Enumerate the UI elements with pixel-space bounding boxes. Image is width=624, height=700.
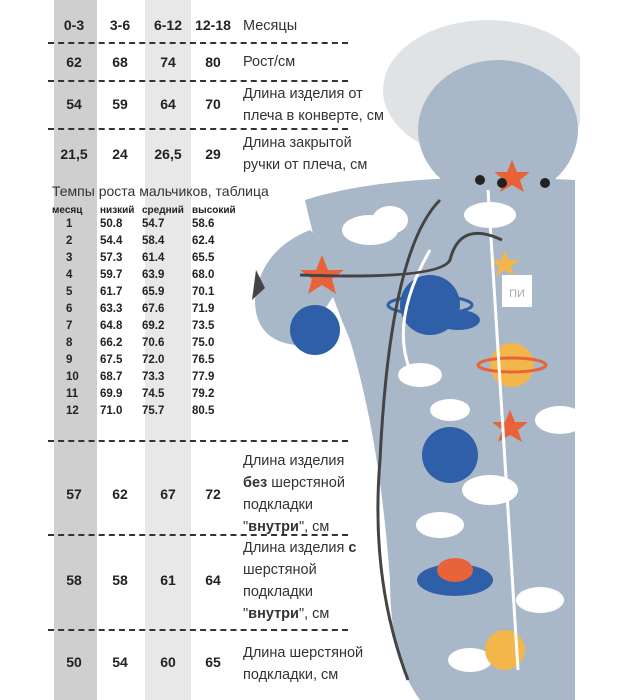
growth-header-cell: средний xyxy=(142,205,184,216)
growth-cell: 68.7 xyxy=(100,371,123,383)
growth-cell: 71.9 xyxy=(192,303,215,315)
withlining-length: Длина изделия xyxy=(243,540,349,556)
lining-c1: 58 xyxy=(66,572,82,588)
growth-cell: 7 xyxy=(66,320,73,332)
height-label: Рост/см xyxy=(243,54,296,70)
height-c1: 62 xyxy=(66,54,82,70)
growth-cell: 72.0 xyxy=(142,354,165,366)
height-c3: 74 xyxy=(160,54,176,70)
growth-cell: 70.6 xyxy=(142,337,165,349)
growth-table-title: Темпы роста мальчиков, таблица xyxy=(52,183,269,199)
nolining-c3: 67 xyxy=(160,486,176,502)
length-c4: 70 xyxy=(205,96,221,112)
planet-blue-2 xyxy=(290,305,340,355)
growth-cell: 77.9 xyxy=(192,371,215,383)
wool-label-line2: подкладки, см xyxy=(243,667,339,683)
withlining-label-line3: подкладки xyxy=(243,584,313,600)
months-c4: 12-18 xyxy=(195,17,231,33)
growth-cell: 58.6 xyxy=(192,218,215,230)
growth-cell: 62.4 xyxy=(192,235,215,247)
growth-cell: 61.4 xyxy=(142,252,165,264)
length-c3: 64 xyxy=(160,96,176,112)
length-c2: 59 xyxy=(112,96,128,112)
height-c2: 68 xyxy=(112,54,128,70)
wool-label-line1: Длина шерстяной xyxy=(243,645,364,661)
sleeve-c3: 26,5 xyxy=(154,146,182,162)
growth-cell: 69.2 xyxy=(142,320,165,332)
brand-tag-text: ПИ xyxy=(509,288,525,300)
growth-cell: 54.7 xyxy=(142,218,165,230)
snap-button-3 xyxy=(540,178,550,188)
growth-cell: 63.9 xyxy=(142,269,165,281)
lining-c3: 61 xyxy=(160,572,176,588)
withlining-quote-open: " xyxy=(243,606,249,622)
growth-cell: 69.9 xyxy=(100,388,123,400)
growth-cell: 57.3 xyxy=(100,252,123,264)
sleeve-label-line2: ручки от плеча, см xyxy=(243,157,368,173)
length-c1: 54 xyxy=(66,96,82,112)
growth-cell: 67.5 xyxy=(100,354,123,366)
nolining-bold-without: без xyxy=(243,475,268,491)
growth-cell: 73.3 xyxy=(142,371,165,383)
nolining-c2: 62 xyxy=(112,486,128,502)
wool-c2: 54 xyxy=(112,654,128,670)
growth-cell: 6 xyxy=(66,303,73,315)
growth-cell: 8 xyxy=(66,337,73,349)
lining-c4: 64 xyxy=(205,572,221,588)
growth-cell: 4 xyxy=(66,269,73,281)
nolining-label-line1: Длина изделия xyxy=(243,453,345,469)
sleeve-c4: 29 xyxy=(205,146,221,162)
months-c3: 6-12 xyxy=(153,17,183,33)
nolining-quote-close: ", см xyxy=(298,519,330,535)
growth-cell: 11 xyxy=(66,388,79,400)
growth-cell: 58.4 xyxy=(142,235,165,247)
nolining-label-line3: подкладки xyxy=(243,497,313,513)
growth-cell: 5 xyxy=(66,286,73,298)
wool-c1: 50 xyxy=(66,654,82,670)
growth-cell: 75.0 xyxy=(192,337,215,349)
growth-cell: 1 xyxy=(66,218,73,230)
growth-cell: 75.7 xyxy=(142,405,165,417)
growth-cell: 12 xyxy=(66,405,79,417)
nolining-quote-open: " xyxy=(243,519,249,535)
growth-header-cell: низкий xyxy=(100,205,135,216)
sleeve-label-line1: Длина закрытой xyxy=(243,135,352,151)
planet-blue-3 xyxy=(422,427,478,483)
growth-cell: 73.5 xyxy=(192,320,215,332)
growth-cell: 63.3 xyxy=(100,303,123,315)
snowsuit-illustration xyxy=(240,20,580,700)
length-label-line2: плеча в конверте, см xyxy=(243,108,385,124)
growth-cell: 79.2 xyxy=(192,388,215,400)
lining-c2: 58 xyxy=(112,572,128,588)
nolining-c4: 72 xyxy=(205,486,221,502)
growth-cell: 66.2 xyxy=(100,337,123,349)
growth-cell: 3 xyxy=(66,252,73,264)
sleeve-c1: 21,5 xyxy=(60,146,88,162)
growth-cell: 67.6 xyxy=(142,303,165,315)
ufo-dome xyxy=(437,558,473,582)
snap-button-1 xyxy=(475,175,485,185)
growth-cell: 65.9 xyxy=(142,286,165,298)
growth-cell: 50.8 xyxy=(100,218,123,230)
growth-cell: 65.5 xyxy=(192,252,215,264)
growth-cell: 10 xyxy=(66,371,79,383)
wool-c3: 60 xyxy=(160,654,176,670)
withlining-bold-with: с xyxy=(348,540,357,556)
growth-cell: 61.7 xyxy=(100,286,123,298)
growth-cell: 70.1 xyxy=(192,286,215,298)
withlining-label-line2: шерстяной xyxy=(243,562,317,578)
growth-cell: 76.5 xyxy=(192,354,215,366)
height-c4: 80 xyxy=(205,54,221,70)
growth-cell: 74.5 xyxy=(142,388,165,400)
withlining-bold-inside: внутри xyxy=(248,606,299,622)
months-c1: 0-3 xyxy=(63,17,85,33)
months-label: Месяцы xyxy=(243,18,298,34)
nolining-wool: шерстяной xyxy=(267,475,345,491)
growth-cell: 54.4 xyxy=(100,235,123,247)
growth-cell: 80.5 xyxy=(192,405,215,417)
growth-cell: 59.7 xyxy=(100,269,123,281)
growth-cell: 68.0 xyxy=(192,269,215,281)
growth-header-cell: месяц xyxy=(52,205,83,216)
snap-button-2 xyxy=(497,178,507,188)
growth-cell: 9 xyxy=(66,354,73,366)
withlining-quote-close: ", см xyxy=(298,606,330,622)
ufo-small xyxy=(436,310,480,330)
growth-cell: 64.8 xyxy=(100,320,123,332)
length-label-line1: Длина изделия от xyxy=(243,86,363,102)
months-c2: 3-6 xyxy=(109,17,131,33)
wool-c4: 65 xyxy=(205,654,221,670)
growth-header-cell: высокий xyxy=(192,205,236,216)
sleeve-c2: 24 xyxy=(112,146,128,162)
nolining-c1: 57 xyxy=(66,486,82,502)
growth-cell: 71.0 xyxy=(100,405,123,417)
growth-cell: 2 xyxy=(66,235,73,247)
nolining-bold-inside: внутри xyxy=(248,519,299,535)
